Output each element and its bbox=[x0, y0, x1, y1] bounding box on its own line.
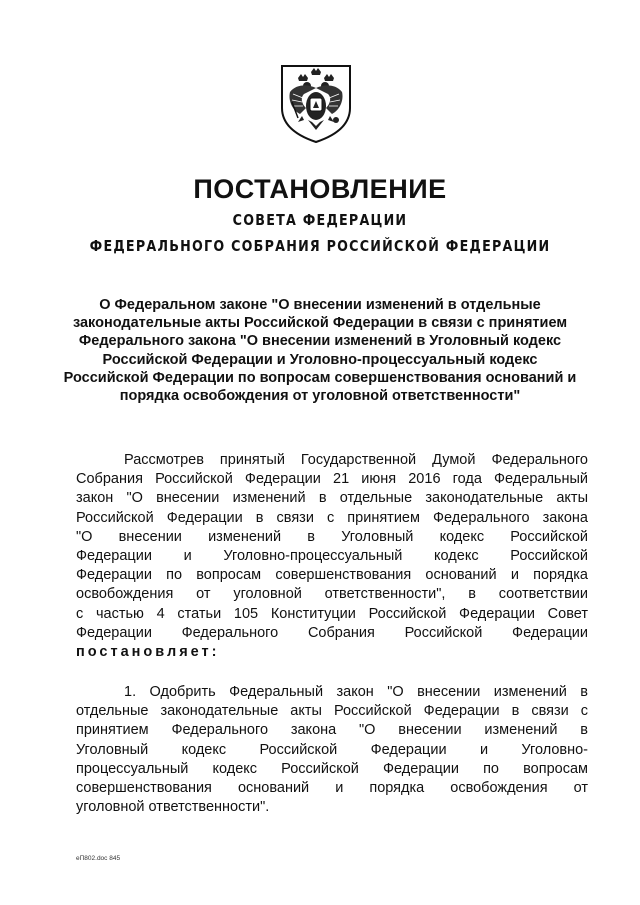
file-reference: еП802.doc 845 bbox=[76, 855, 121, 862]
preamble-paragraph bbox=[76, 451, 588, 662]
coat-of-arms-icon bbox=[278, 62, 354, 144]
law-title-line: О Федеральном законе "О внесении изменений в отдельные bbox=[99, 297, 541, 313]
item-1-line: уголовной ответственности". bbox=[76, 799, 270, 816]
item-1-line: принятием Федерального закона "О внесении изменений в bbox=[76, 722, 588, 739]
item-1-line: совершенствования оснований и порядка освобождения от bbox=[76, 779, 588, 796]
issuing-body-line2: ФЕДЕРАЛЬНОГО СОБРАНИЯ РОССИЙСКОЙ ФЕДЕРАЦИИ bbox=[89, 237, 551, 255]
item-1-line: 1. Одобрить Федеральный закон "О внесении изменений в bbox=[124, 684, 588, 700]
preamble-line: Рассмотрев принятый Государственной Думой Федерального bbox=[124, 452, 588, 468]
preamble-line: Федерации Федерального Собрания Российской Федерации bbox=[76, 624, 588, 641]
preamble-line: освобождения от уголовной ответственности", в соответствии bbox=[76, 586, 588, 603]
issuing-body-line1: СОВЕТА ФЕДЕРАЦИИ bbox=[232, 211, 408, 229]
preamble-line: закон "О внесении изменений в отдельные законодательные акты bbox=[76, 490, 588, 507]
law-title-line: Федерального закона "О внесении изменений в Уголовный кодекс bbox=[78, 333, 562, 350]
document-title: ПОСТАНОВЛЕНИЕ bbox=[193, 174, 447, 204]
preamble-line: Собрания Российской Федерации 21 июня 2016 года Федеральный bbox=[76, 471, 588, 488]
item-1-line: Уголовный кодекс Российской Федерации и Уголовно- bbox=[76, 741, 588, 758]
law-title-line: законодательные акты Российской Федерации в связи с принятием bbox=[72, 315, 568, 332]
law-title bbox=[50, 296, 590, 405]
preamble-line: Федерации по вопросам совершенствования оснований и порядка bbox=[76, 567, 588, 584]
preamble-line: "О внесении изменений в Уголовный кодекс Российской bbox=[76, 528, 588, 545]
resolves-word: постановляет: bbox=[76, 643, 220, 660]
item-1-line: отдельные законодательные акты Российской Федерации в связи с bbox=[76, 703, 588, 720]
law-title-line: Российской Федерации и Уголовно-процессуальный кодекс bbox=[102, 351, 538, 368]
preamble-line: Федерации и Уголовно-процессуальный кодекс Российской bbox=[76, 547, 588, 564]
item-1-line: процессуальный кодекс Российской Федерации по вопросам bbox=[76, 760, 588, 777]
law-title-line: Российской Федерации по вопросам совершенствования оснований и bbox=[63, 369, 577, 386]
law-title-line: порядка освобождения от уголовной ответственности" bbox=[119, 388, 521, 405]
preamble-line: Российской Федерации в связи с принятием Федерального закона bbox=[76, 509, 588, 526]
item-1-paragraph bbox=[76, 683, 588, 817]
preamble-line: с частью 4 статьи 105 Конституции Российской Федерации Совет bbox=[76, 605, 588, 622]
